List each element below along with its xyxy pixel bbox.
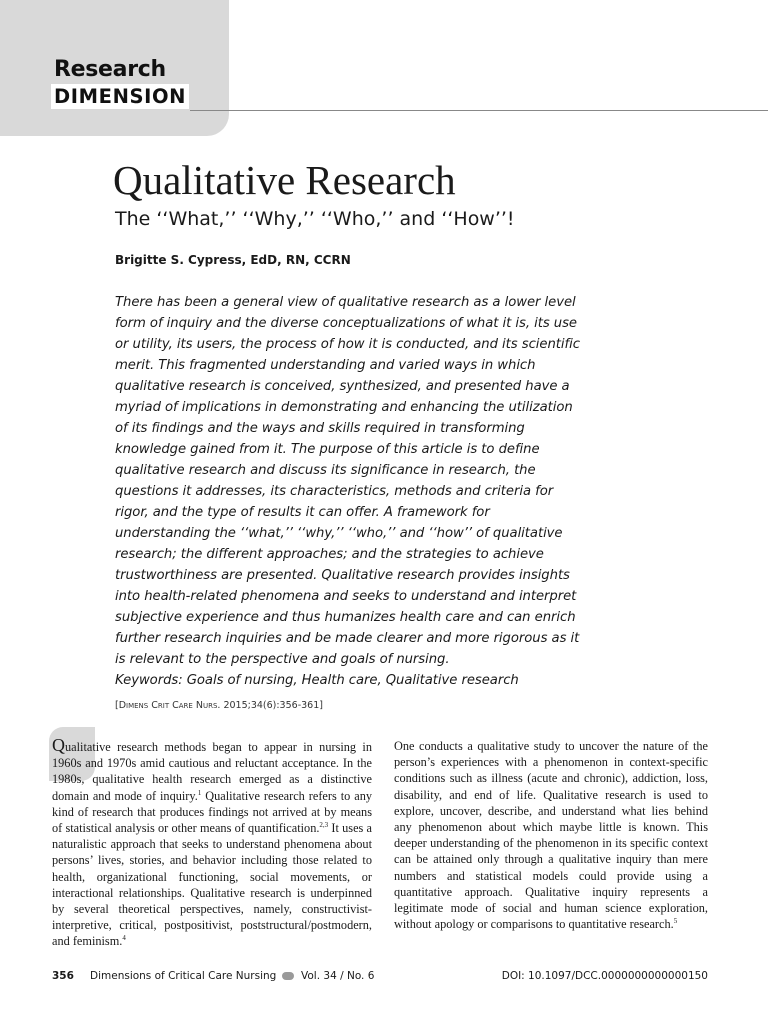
citation-details: 2015;34(6):356-361 [223,700,320,711]
page-footer [52,970,708,986]
reference-marker: 4 [122,934,126,943]
body-text-left-a: ualitative research methods began to appear in nursing in 1960s and 1970s amid cautious and reluctant acceptance. In the 1980s, qualitative health research emerged as a distinctive domain and mode of inquiry. [52,740,372,803]
reference-marker: 2,3 [319,821,329,830]
header-rule [190,110,768,111]
article-author: Brigitte S. Cypress, EdD, RN, CCRN [115,253,351,267]
reference-marker: 5 [673,917,678,926]
dropcap-letter: Q [52,735,65,755]
article-title: Qualitative Research [113,157,456,203]
body-text-left-c: It uses a naturalistic approach that seeks to understand phenomena about persons’ lives, stories, and behavior including those related to health, organizational functioning, social movements, or interactional relationships. Qualitative research is underpinned by several theoretical perspectives, namely, constructivist-interpretive, critical, postpositivist, poststructural/postmodern, and feminism. [52,821,372,949]
citation-journal: Dimens Crit Care Nurs. [118,700,221,711]
body-text-left-b: Qualitative research refers to any kind of research that produces findings not arrived at by means of statistical analysis or other means of quantification. [52,788,372,836]
page-number: 356 [52,970,74,982]
footer-doi: DOI: 10.1097/DCC.0000000000000150 [501,970,708,982]
abstract [115,292,585,691]
citation: [Dimens Crit Care Nurs. 2015;34(6):356-361] [115,700,323,711]
body-paragraph-left [52,735,372,950]
article-subtitle: The ‘‘What,’’ ‘‘Why,’’ ‘‘Who,’’ and ‘‘How’’! [115,208,515,230]
section-label-dimension: DIMENSION [51,84,189,109]
abstract-text: There has been a general view of qualitative research as a lower level form of inquiry and the diverse conceptualizations of what it is, its use or utility, its users, the process of how it is conducted, and its scientific merit. This fragmented understanding and varied ways in which qualitative research is conceived, synthesized, and presented have a myriad of implications in demonstrating and enhancing the utilization of its findings and the ways and skills required in transforming knowledge gained from it. The purpose of this article is to define qualitative research and discuss its significance in research, the questions it addresses, its characteristics, methods and criteria for rigor, and the type of results it can offer. A framework for understanding the ‘‘what,’’ ‘‘why,’’ ‘‘who,’’ and ‘‘how’’ of qualitative research; the different approaches; and the strategies to achieve trustworthiness are presented. Qualitative research provides insights into health-related phenomena and seeks to understand and interpret subjective experience and thus humanizes health care and can enrich further research inquiries and be made clearer and more rigorous as it is relevant to the perspective and goals of nursing. [115,295,580,667]
footer-volume: Vol. 34 / No. 6 [301,970,375,982]
body-column-left [52,735,372,950]
body-paragraph-right [394,738,708,932]
footer-journal: Dimensions of Critical Care Nursing [90,970,277,982]
body-text-right: One conducts a qualitative study to uncover the nature of the person’s experiences with a phenomenon in context-specific conditions such as illness (acute and chronic), addiction, loss, disability, and end of life. Qualitative research is used to explore, uncover, describe, and understand what lies behind any phenomenon about which maybe little is known. This deeper understanding of the phenomenon in its specific context can be attained only through a qualitative inquiry than mere numbers and statistical models could provide using a quantitative approach. Qualitative inquiry represents a legitimate mode of social and human science exploration, without apology or comparisons to quantitative research. [394,739,708,932]
separator-pill-icon [282,972,294,980]
body-column-right [394,738,708,932]
reference-marker: 1 [197,788,202,797]
section-label-research: Research [54,57,166,82]
abstract-keywords: Keywords: Goals of nursing, Health care, Qualitative research [115,673,519,688]
